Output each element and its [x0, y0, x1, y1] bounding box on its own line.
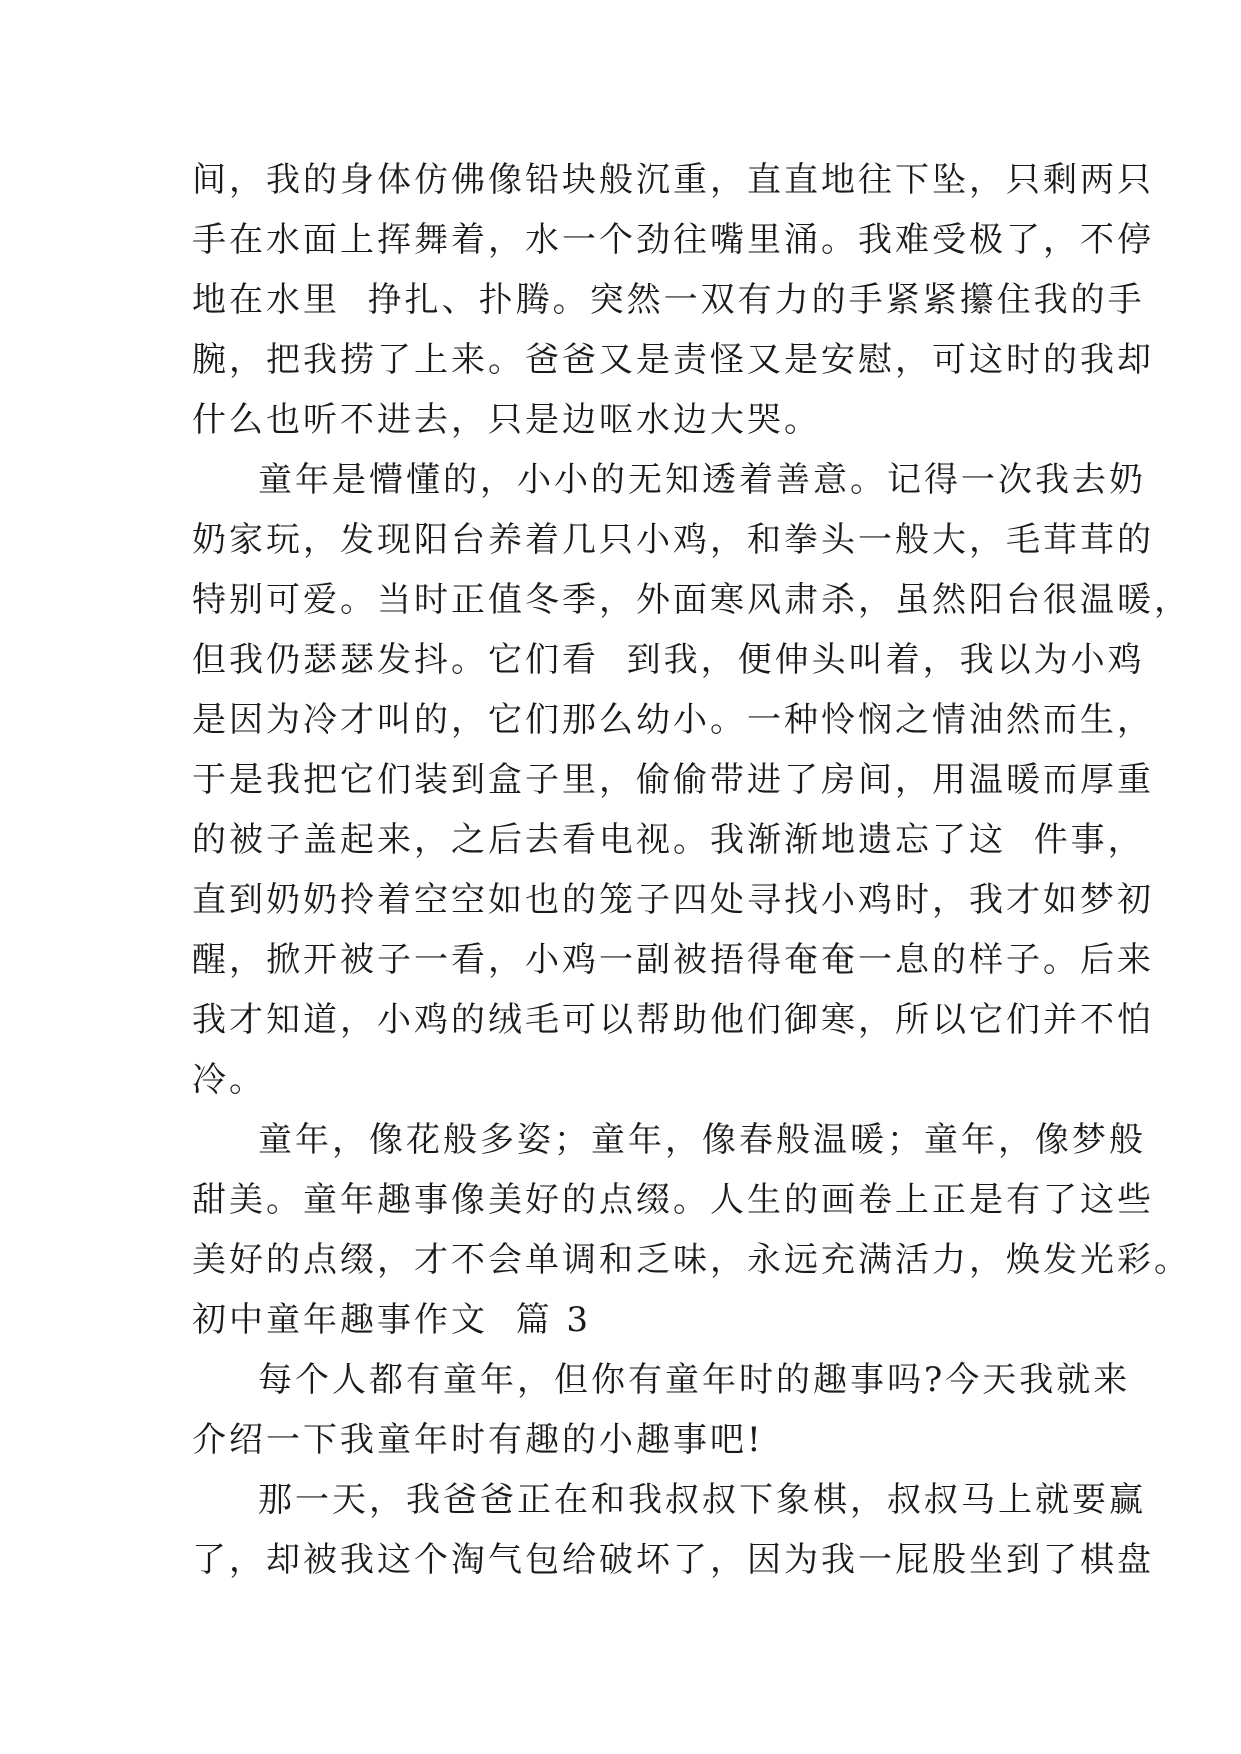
paragraph-start-line: 童年是懵懂的，小小的无知透着善意。记得一次我去奶	[258, 460, 1146, 500]
text-line: 醒，掀开被子一看，小鸡一副被捂得奄奄一息的样子。后来	[192, 940, 1154, 980]
text-line: 什么也听不进去，只是边呕水边大哭。	[192, 400, 821, 440]
text-line: 我才知道，小鸡的绒毛可以帮助他们御寒，所以它们并不怕	[192, 1000, 1154, 1040]
text-line: 的被子盖起来，之后去看电视。我渐渐地遗忘了这 件事，	[192, 820, 1145, 860]
text-line: 手在水面上挥舞着，水一个劲往嘴里涌。我难受极了，不停	[192, 220, 1154, 260]
text-line: 奶家玩，发现阳台养着几只小鸡，和拳头一般大，毛茸茸的	[192, 520, 1154, 560]
body-text	[192, 150, 1191, 1590]
paragraph-start-line: 那一天，我爸爸正在和我叔叔下象棋，叔叔马上就要赢	[258, 1480, 1146, 1520]
text-line: 地在水里 挣扎、扑腾。突然一双有力的手紧紧攥住我的手	[192, 280, 1145, 320]
text-line: 于是我把它们装到盒子里，偷偷带进了房间，用温暖而厚重	[192, 760, 1154, 800]
text-line: 腕，把我捞了上来。爸爸又是责怪又是安慰，可这时的我却	[192, 340, 1154, 380]
paragraph-start-line: 每个人都有童年，但你有童年时的趣事吗?今天我就来	[258, 1360, 1131, 1400]
text-line: 但我仍瑟瑟发抖。它们看 到我，便伸头叫着，我以为小鸡	[192, 640, 1145, 680]
paragraph-start-line: 童年，像花般多姿；童年，像春般温暖；童年，像梦般	[258, 1120, 1146, 1160]
text-line: 间，我的身体仿佛像铅块般沉重，直直地往下坠，只剩两只	[192, 160, 1154, 200]
text-line: 甜美。童年趣事像美好的点缀。人生的画卷上正是有了这些	[192, 1180, 1154, 1220]
text-line: 直到奶奶拎着空空如也的笼子四处寻找小鸡时，我才如梦初	[192, 880, 1154, 920]
text-line: 特别可爱。当时正值冬季，外面寒风肃杀，虽然阳台很温暖，	[192, 580, 1191, 620]
section-heading: 初中童年趣事作文 篇 3	[192, 1300, 592, 1340]
text-line: 介绍一下我童年时有趣的小趣事吧!	[192, 1420, 764, 1460]
text-line: 了，却被我这个淘气包给破坏了，因为我一屁股坐到了棋盘	[192, 1540, 1154, 1580]
text-line: 是因为冷才叫的，它们那么幼小。一种怜悯之情油然而生，	[192, 700, 1154, 740]
text-line: 美好的点缀，才不会单调和乏味，永远充满活力，焕发光彩。	[192, 1240, 1191, 1280]
text-line: 冷。	[192, 1060, 266, 1100]
